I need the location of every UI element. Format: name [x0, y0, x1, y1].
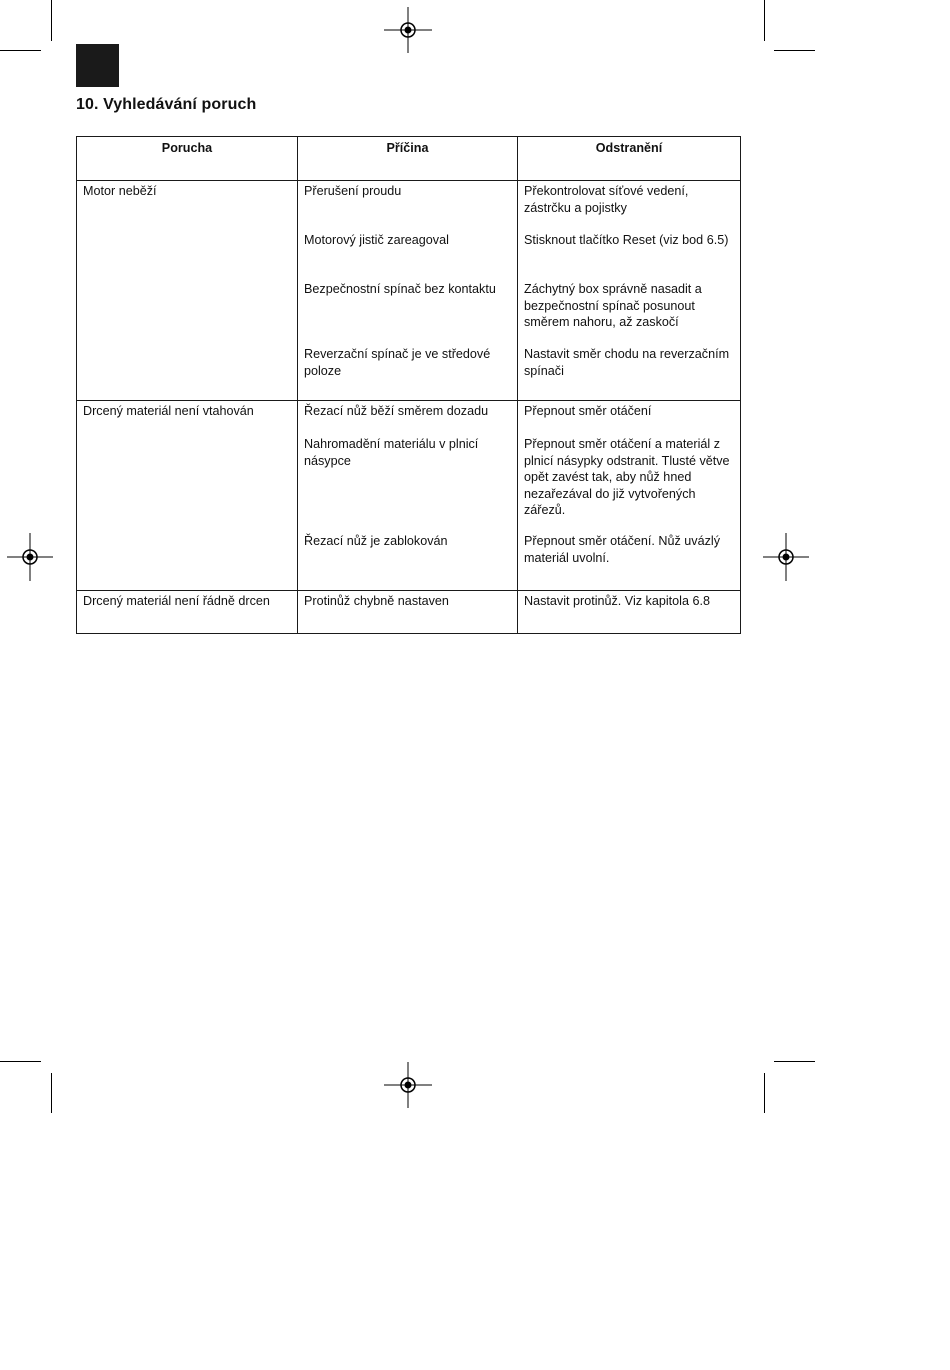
crop-mark — [51, 1073, 52, 1113]
crop-mark — [0, 1061, 41, 1062]
cause-text: Řezací nůž je zablokován — [304, 534, 448, 548]
table-row — [77, 591, 741, 634]
fault-text: Drcený materiál není řádně drcen — [83, 594, 270, 608]
table-header-row — [77, 137, 741, 181]
remedy-text: Překontrolovat síťové vedení, zástrčku a pojistky — [524, 184, 689, 215]
registration-mark-icon — [7, 533, 53, 581]
registration-mark-icon — [384, 7, 432, 53]
crop-mark — [764, 1073, 765, 1113]
header-cause: Příčina — [298, 137, 518, 181]
cause-text: Řezací nůž běží směrem dozadu — [304, 404, 489, 418]
remedy-text: Záchytný box správně nasadit a bezpečnostní spínač posunout směrem nahoru, až zaskočí — [524, 282, 702, 329]
cause-text: Bezpečnostní spínač bez kontaktu — [304, 282, 496, 296]
cause-cell — [298, 591, 518, 634]
crop-mark — [774, 50, 815, 51]
crop-mark — [764, 0, 765, 41]
cause-cell — [298, 401, 518, 591]
crop-mark — [0, 50, 41, 51]
remedy-cell — [518, 181, 741, 401]
fault-text: Motor neběží — [83, 184, 157, 198]
troubleshooting-table — [76, 136, 741, 634]
registration-mark-icon — [763, 533, 809, 581]
cause-text: Motorový jistič zareagoval — [304, 233, 449, 247]
remedy-text: Stisknout tlačítko Reset (viz bod 6.5) — [524, 233, 729, 247]
fault-cell — [77, 401, 298, 591]
cause-cell — [298, 181, 518, 401]
remedy-text: Přepnout směr otáčení a materiál z plnicí násypky odstranit. Tlusté větve opět zavést tak, aby nůž hned nezařezával do již vytvořených zářezů. — [524, 437, 730, 517]
cause-text: Nahromadění materiálu v plnicí násypce — [304, 437, 479, 468]
header-fault: Porucha — [77, 137, 298, 181]
remedy-cell — [518, 591, 741, 634]
remedy-text: Přepnout směr otáčení — [524, 404, 652, 418]
fault-text: Drcený materiál není vtahován — [83, 404, 254, 418]
fault-cell — [77, 591, 298, 634]
section-title: 10. Vyhledávání poruch — [76, 96, 257, 113]
crop-mark — [774, 1061, 815, 1062]
cause-text: Reverzační spínač je ve středové poloze — [304, 347, 491, 378]
remedy-text: Nastavit protinůž. Viz kapitola 6.8 — [524, 594, 710, 608]
chapter-marker-box — [76, 44, 119, 87]
registration-mark-icon — [384, 1062, 432, 1108]
table-row — [77, 401, 741, 591]
table-row — [77, 181, 741, 401]
crop-mark — [51, 0, 52, 41]
cause-text: Přerušení proudu — [304, 184, 402, 198]
fault-cell — [77, 181, 298, 401]
header-remedy: Odstranění — [518, 137, 741, 181]
remedy-text: Nastavit směr chodu na reverzačním spínači — [524, 347, 730, 378]
cause-text: Protinůž chybně nastaven — [304, 594, 449, 608]
remedy-cell — [518, 401, 741, 591]
remedy-text: Přepnout směr otáčení. Nůž uvázlý materiál uvolní. — [524, 534, 720, 565]
